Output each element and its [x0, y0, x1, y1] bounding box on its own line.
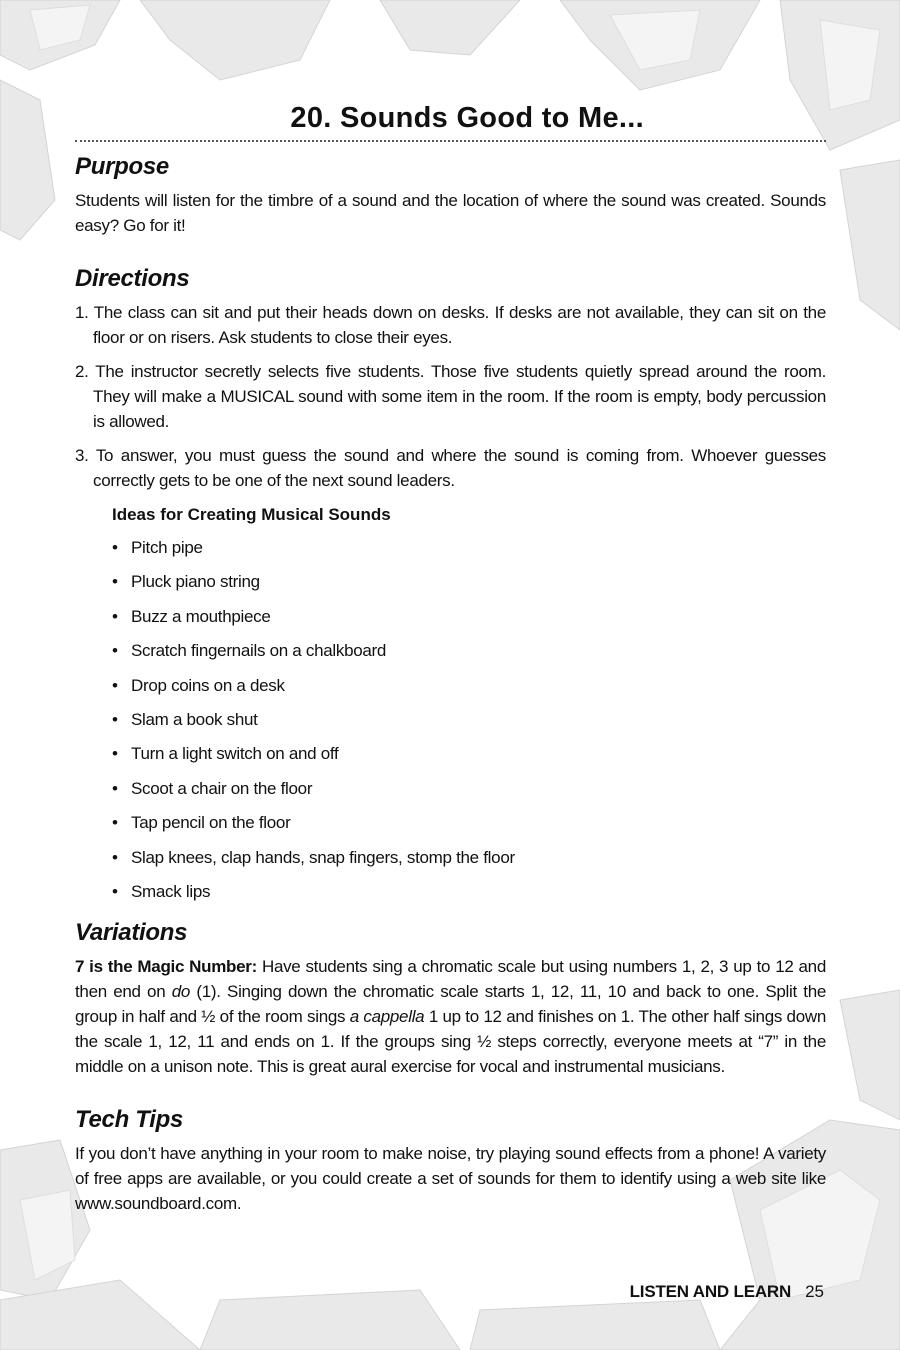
- variations-text: [75, 954, 826, 1079]
- tech-tips-section: [75, 1105, 826, 1216]
- idea-text: Scoot a chair on the floor: [131, 778, 313, 798]
- variation-text-part: 1 up to 12 and finishes on 1. The other half sings down the scale 1, 12, 11 and ends on 1. If the groups sing ½ steps correctly, everyone meets at “7” in the middle on a unison note. This is great aural exercise for vocal and instrumental musicians.: [75, 1006, 826, 1076]
- list-item: [112, 776, 826, 801]
- direction-step: 3. To answer, you must guess the sound and where the sound is coming from. Whoever guesses correctly gets to be one of the next sound leaders.: [75, 446, 826, 490]
- ideas-heading: Ideas for Creating Musical Sounds: [112, 505, 391, 524]
- list-item: [112, 604, 826, 629]
- bullet-icon: •: [112, 813, 118, 833]
- page-number: 25: [805, 1282, 824, 1301]
- page-title: 20. Sounds Good to Me...: [290, 102, 644, 134]
- idea-text: Turn a light switch on and off: [131, 744, 339, 764]
- idea-text: Smack lips: [131, 881, 211, 901]
- purpose-section: [75, 152, 826, 238]
- ideas-list: [112, 535, 826, 904]
- variation-text-part: Have students sing a chromatic scale but using numbers 1, 2, 3 up to 12 and then end on: [75, 956, 826, 1001]
- variation-text-part: (1). Singing down the chromatic scale starts 1, 12, 11, 10 and back to one. Split the group in half and ½ of the room sings: [75, 981, 826, 1026]
- idea-text: Drop coins on a desk: [131, 675, 285, 695]
- bullet-icon: •: [112, 641, 118, 661]
- variations-heading: Variations: [75, 918, 188, 946]
- direction-step: 1. The class can sit and put their heads down on desks. If desks are not available, they can sit on the floor or on risers. Ask students to close their eyes.: [75, 303, 826, 347]
- variations-section: [75, 918, 826, 1079]
- list-item: [112, 569, 826, 594]
- bullet-icon: •: [112, 606, 118, 626]
- variation-italic: a cappella: [349, 1006, 425, 1026]
- bullet-icon: •: [112, 709, 118, 729]
- list-item: [112, 810, 826, 835]
- purpose-heading: Purpose: [75, 153, 169, 180]
- idea-text: Scratch fingernails on a chalkboard: [131, 641, 387, 661]
- bullet-icon: •: [112, 744, 118, 764]
- bullet-icon: •: [112, 572, 118, 592]
- bullet-icon: •: [112, 538, 118, 557]
- idea-text: Slam a book shut: [131, 709, 258, 729]
- directions-section: [75, 264, 826, 904]
- variation-lead: 7 is the Magic Number:: [75, 956, 257, 976]
- footer-section-title: LISTEN AND LEARN: [629, 1282, 792, 1301]
- idea-text: Slap knees, clap hands, snap fingers, stomp the floor: [131, 847, 515, 867]
- bullet-icon: •: [112, 778, 118, 798]
- bullet-icon: •: [112, 881, 118, 901]
- title-divider: [75, 140, 826, 142]
- purpose-text: Students will listen for the timbre of a sound and the location of where the sound was created. Sounds easy? Go for it!: [75, 191, 826, 235]
- list-item: [112, 707, 826, 732]
- page-footer: [630, 1280, 824, 1304]
- bullet-icon: •: [112, 675, 118, 695]
- idea-text: Pitch pipe: [131, 538, 203, 557]
- idea-text: Buzz a mouthpiece: [131, 606, 271, 626]
- directions-list: [75, 300, 826, 493]
- list-item: [112, 845, 826, 870]
- direction-step: 2. The instructor secretly selects five students. Those five students quietly spread around the room. They will make a MUSICAL sound with some item in the room. If the room is empty, body percussion is allowed.: [75, 362, 826, 431]
- idea-text: Tap pencil on the floor: [131, 813, 291, 833]
- idea-text: Pluck piano string: [131, 572, 260, 592]
- list-item: [112, 535, 826, 560]
- page-content: [75, 96, 826, 1216]
- list-item: [112, 638, 826, 663]
- list-item: [112, 673, 826, 698]
- list-item: [112, 741, 826, 766]
- tech-tips-text: If you don’t have anything in your room to make noise, try playing sound effects from a phone! A variety of free apps are available, or you could create a set of sounds for them to identify using a web site like www.soundboard.com.: [75, 1143, 826, 1213]
- bullet-icon: •: [112, 847, 118, 867]
- variation-italic: do: [171, 981, 191, 1001]
- list-item: [112, 879, 826, 904]
- tech-tips-heading: Tech Tips: [75, 1105, 183, 1133]
- directions-heading: Directions: [75, 265, 190, 292]
